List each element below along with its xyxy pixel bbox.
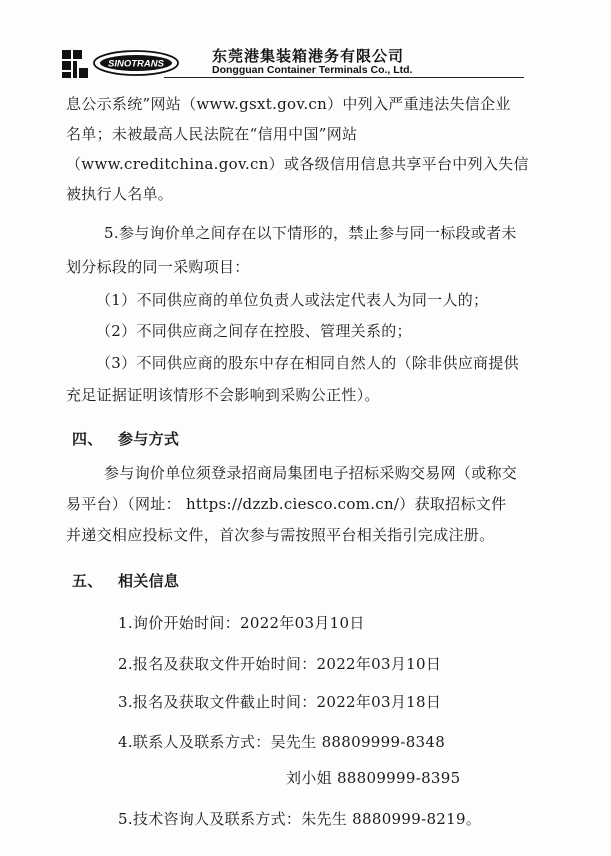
letterhead [44, 44, 564, 84]
info-line: 2.报名及获取文件开始时间：2022年03月10日 [118, 655, 442, 673]
info-line: 刘小姐 88809999-8395 [286, 769, 461, 787]
text-line: 被执行人名单。 [66, 185, 174, 203]
section-title: 参与方式 [118, 430, 180, 448]
text-line: 名单；未被最高人民法院在“信用中国”网站 [66, 125, 358, 143]
section-number: 五、 [72, 572, 103, 590]
logo-text: SINOTRANS [108, 58, 164, 70]
header-divider [164, 77, 524, 78]
info-line: 1.询价开始时间：2022年03月10日 [118, 614, 365, 632]
text-line: 划分标段的同一采购项目： [66, 258, 250, 276]
list-item: （1）不同供应商的单位负责人或法定代表人为同一人的； [96, 291, 489, 309]
section-title: 相关信息 [118, 572, 180, 590]
list-item: （2）不同供应商之间存在控股、管理关系的； [96, 322, 412, 340]
text-line: 参与询价单位须登录招商局集团电子招标采购交易网（或称交 [104, 464, 518, 482]
info-line: 3.报名及获取文件截止时间：2022年03月18日 [118, 693, 442, 711]
info-line: 5.技术咨询人及联系方式：朱先生 8880999-8219。 [118, 810, 482, 828]
company-name-en: Dongguan Container Terminals Co., Ltd. [212, 64, 413, 76]
list-item: 充足证据证明该情形不会影响到采购公正性）。 [66, 386, 380, 404]
text-line: 并递交相应投标文件，首次参与需按照平台相关指引完成注册。 [66, 526, 495, 544]
info-line: 4.联系人及联系方式：吴先生 88809999-8348 [118, 733, 446, 751]
text-line: 易平台）（网址： https://dzzb.ciesco.com.cn/）获取招标文件 [66, 495, 507, 513]
list-item: （3）不同供应商的股东中存在相同自然人的（除非供应商提供 [96, 354, 519, 372]
text-line: （www.creditchina.gov.cn）或各级信用信息共享平台中列入失信 [66, 155, 529, 173]
section-number: 四、 [72, 430, 103, 448]
company-name-cn: 东莞港集装箱港务有限公司 [212, 47, 405, 65]
company-logo [62, 46, 202, 84]
text-line: 5.参与询价单之间存在以下情形的，禁止参与同一标段或者未 [104, 224, 517, 242]
text-line: 息公示系统”网站（www.gsxt.gov.cn）中列入严重违法失信企业 [66, 95, 511, 113]
